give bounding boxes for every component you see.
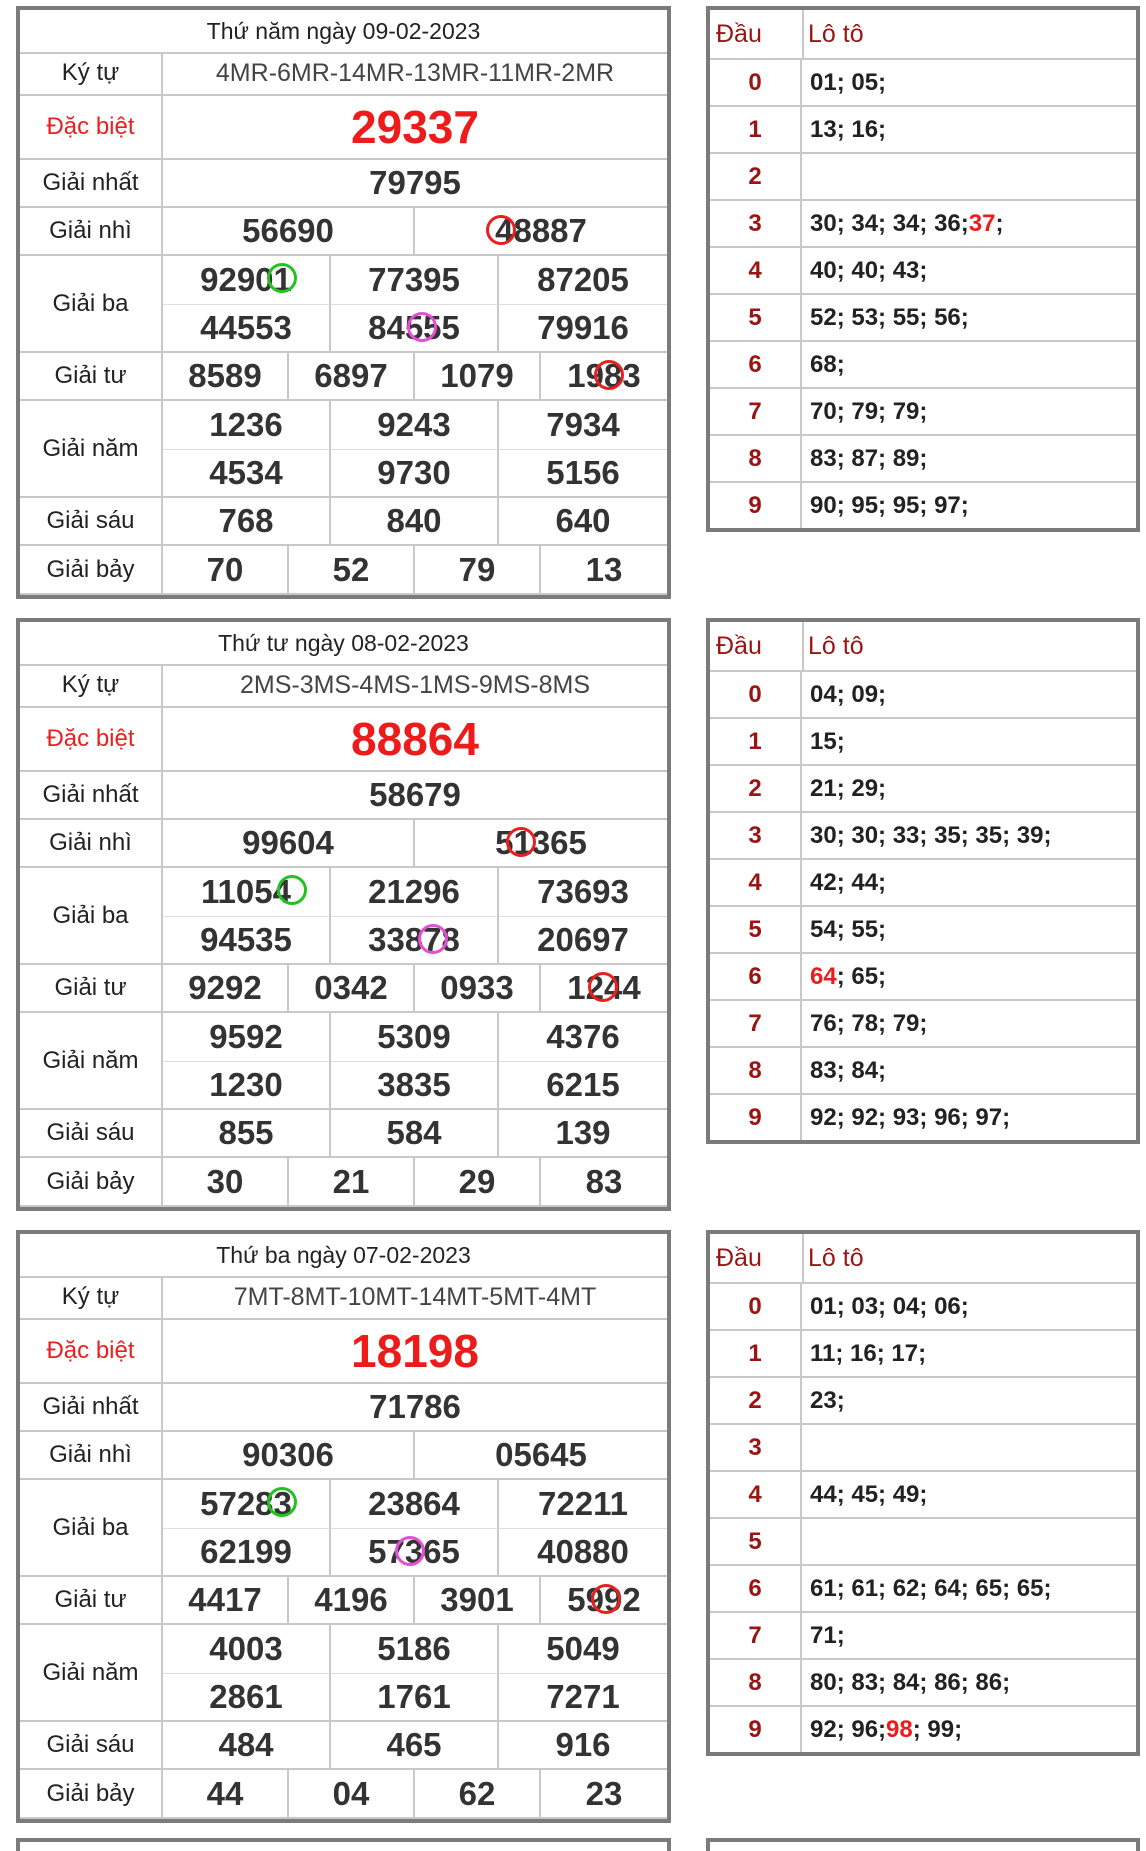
loto-row (710, 248, 1136, 295)
loto-values (810, 1613, 845, 1658)
loto-row (710, 154, 1136, 201)
loto-header (710, 10, 1136, 60)
prize-label-giainhi: Giải nhì (20, 1432, 163, 1480)
prize-number-giainam: 1236 (163, 401, 331, 450)
prize-number-giaisau: 840 (331, 498, 499, 546)
prize-number-giainhi: 99604 (163, 820, 415, 868)
loto-row (710, 436, 1136, 483)
loto-row (710, 1472, 1136, 1519)
loto-row (710, 389, 1136, 436)
prize-number-giaiba: 57365 (331, 1529, 499, 1578)
prize-number-giainam: 6215 (499, 1062, 667, 1111)
prize-number-giaisau: 768 (163, 498, 331, 546)
loto-values (810, 295, 969, 340)
loto-value-text: 80; 83; 84; 86; 86; (810, 1668, 1011, 1696)
prize-label-giaitu: Giải tư (20, 965, 163, 1013)
loto-head-digit: 6 (710, 342, 802, 387)
prize-label-giaisau: Giải sáu (20, 1722, 163, 1770)
loto-head-digit: 9 (710, 1095, 802, 1140)
loto-values (810, 672, 886, 717)
loto-row (710, 907, 1136, 954)
prize-number-giaibay: 13 (541, 546, 667, 595)
loto-head-digit: 1 (710, 1331, 802, 1376)
loto-values (810, 1707, 962, 1752)
loto-row (710, 1519, 1136, 1566)
loto-values (810, 1566, 1051, 1611)
loto-head-digit: 2 (710, 766, 802, 811)
loto-value-text: 92; 92; 93; 96; 97; (810, 1103, 1011, 1131)
day-block (0, 1224, 1146, 1838)
loto-values (810, 248, 927, 293)
loto-value-text: 04; 09; (810, 680, 887, 708)
loto-values (810, 719, 845, 764)
highlight-circle-red (486, 215, 516, 245)
prize-number-giainam: 9730 (331, 450, 499, 499)
prize-number-giaibay: 04 (289, 1770, 415, 1819)
prize-number-giaiba: 77395 (331, 256, 499, 305)
prize-number-giainam: 1230 (163, 1062, 331, 1111)
loto-row (710, 1660, 1136, 1707)
loto-head-digit: 4 (710, 1472, 802, 1517)
loto-value-text: 21; 29; (810, 774, 887, 802)
prize-number-giainam: 3835 (331, 1062, 499, 1111)
loto-special-value: 64 (810, 962, 837, 990)
prize-number-giaibay: 70 (163, 546, 289, 595)
loto-head-digit: 0 (710, 60, 802, 105)
loto-head-digit: 0 (710, 1284, 802, 1329)
prize-number-giainam: 5156 (499, 450, 667, 499)
loto-head-digit: 8 (710, 1048, 802, 1093)
prize-label-giainam: Giải năm (20, 1625, 163, 1722)
prize-number-giaiba: 94535 (163, 917, 331, 966)
loto-value-text: 70; 79; 79; (810, 397, 928, 425)
loto-head-digit: 4 (710, 248, 802, 293)
highlight-circle-pink (395, 1536, 425, 1566)
draw-date-title: Thứ tư ngày 08-02-2023 (20, 622, 667, 666)
loto-head-digit: 3 (710, 813, 802, 858)
prize-number-giaiba: 23864 (331, 1480, 499, 1529)
prize-number-giainhat: 71786 (163, 1384, 667, 1432)
prize-number-giaisau: 139 (499, 1110, 667, 1158)
prize-number-giaiba: 33878 (331, 917, 499, 966)
loto-row (710, 60, 1136, 107)
results-table (16, 1230, 671, 1823)
prize-number-giaitu: 1244 (541, 965, 667, 1013)
loto-value-text: 76; 78; 79; (810, 1009, 928, 1037)
prize-number-giaiba: 62199 (163, 1529, 331, 1578)
loto-head-digit: 5 (710, 295, 802, 340)
loto-values (810, 860, 886, 905)
loto-row (710, 1095, 1136, 1140)
prize-label-giaibay: Giải bảy (20, 1158, 163, 1207)
loto-values (810, 201, 1003, 246)
prize-number-giaibay: 29 (415, 1158, 541, 1207)
prize-label-giaisau: Giải sáu (20, 1110, 163, 1158)
prize-number-giaiba: 79916 (499, 305, 667, 354)
loto-header-dau: Đầu (716, 1244, 762, 1272)
prize-number-giaisau: 855 (163, 1110, 331, 1158)
loto-head-digit: 7 (710, 389, 802, 434)
loto-head-digit: 2 (710, 154, 802, 199)
loto-value-text: ; 99; (912, 1715, 963, 1743)
loto-value-text: ; 65; (836, 962, 887, 990)
prize-number-giainhi: 90306 (163, 1432, 415, 1480)
loto-value-text: 83; 87; 89; (810, 444, 928, 472)
day-block (0, 612, 1146, 1226)
loto-value-text: 01; 05; (810, 68, 887, 96)
loto-head-digit: 8 (710, 1660, 802, 1705)
prize-number-giaitu: 1983 (541, 353, 667, 401)
loto-value-text: 92; 96; (810, 1715, 887, 1743)
loto-value-text: 52; 53; 55; 56; (810, 303, 969, 331)
results-table (16, 618, 671, 1211)
prize-label-giaitu: Giải tư (20, 353, 163, 401)
prize-number-giaibay: 79 (415, 546, 541, 595)
loto-head-digit: 7 (710, 1613, 802, 1658)
draw-date-title: Thứ ba ngày 07-02-2023 (20, 1234, 667, 1278)
loto-row (710, 1001, 1136, 1048)
loto-row (710, 1707, 1136, 1752)
prize-number-giaitu: 8589 (163, 353, 289, 401)
results-table-partial (16, 1838, 671, 1851)
loto-row (710, 1048, 1136, 1095)
prize-number-giaiba: 87205 (499, 256, 667, 305)
loto-values (810, 1284, 969, 1329)
prize-number-giainam: 9592 (163, 1013, 331, 1062)
loto-row (710, 1284, 1136, 1331)
loto-value-text: 13; 16; (810, 115, 887, 143)
loto-values (810, 954, 886, 999)
prize-number-giainam: 7934 (499, 401, 667, 450)
loto-row (710, 860, 1136, 907)
prize-label-giaisau: Giải sáu (20, 498, 163, 546)
prize-number-giaiba: 21296 (331, 868, 499, 917)
prize-number-giaiba: 20697 (499, 917, 667, 966)
prize-label-giaibay: Giải bảy (20, 1770, 163, 1819)
prize-number-giaisau: 584 (331, 1110, 499, 1158)
prize-number-giaitu: 0342 (289, 965, 415, 1013)
loto-row (710, 672, 1136, 719)
prize-number-giainam: 5049 (499, 1625, 667, 1674)
loto-table (706, 6, 1140, 532)
loto-value-text: 90; 95; 95; 97; (810, 491, 969, 519)
loto-values (810, 1660, 1010, 1705)
highlight-circle-pink (418, 924, 448, 954)
loto-header-dau: Đầu (716, 632, 762, 660)
prize-number-giaiba: 73693 (499, 868, 667, 917)
loto-head-digit: 9 (710, 1707, 802, 1752)
loto-value-text: 44; 45; 49; (810, 1480, 928, 1508)
prize-number-giaiba: 92901 (163, 256, 331, 305)
prize-number-giaitu: 3901 (415, 1577, 541, 1625)
prize-number-giainhi: 51365 (415, 820, 667, 868)
loto-value-text: 68; (810, 350, 845, 378)
loto-row (710, 483, 1136, 528)
prize-label-giainhat: Giải nhất (20, 772, 163, 820)
prize-label-giaiba: Giải ba (20, 868, 163, 965)
loto-header-divider (802, 10, 804, 58)
prize-number-giainam: 1761 (331, 1674, 499, 1723)
highlight-circle-pink (407, 312, 437, 342)
draw-date-title: Thứ năm ngày 09-02-2023 (20, 10, 667, 54)
loto-value-text: 71; (810, 1621, 845, 1649)
loto-value-text: 30; 30; 33; 35; 35; 39; (810, 821, 1052, 849)
loto-value-text: 42; 44; (810, 868, 887, 896)
loto-row (710, 295, 1136, 342)
loto-values (810, 107, 886, 152)
prize-label-giainam: Giải năm (20, 1013, 163, 1110)
prize-number-kytu: 2MS-3MS-4MS-1MS-9MS-8MS (163, 664, 667, 708)
loto-header-loto: Lô tô (808, 632, 864, 660)
prize-number-giainhi: 05645 (415, 1432, 667, 1480)
loto-values (810, 1001, 927, 1046)
day-block (0, 0, 1146, 614)
prize-number-giaisau: 916 (499, 1722, 667, 1770)
loto-value-text: 30; 34; 34; 36; (810, 209, 969, 237)
prize-number-giaibay: 23 (541, 1770, 667, 1819)
loto-row (710, 1566, 1136, 1613)
prize-number-giaibay: 30 (163, 1158, 289, 1207)
prize-number-giaiba: 84555 (331, 305, 499, 354)
loto-header (710, 622, 1136, 672)
loto-special-value: 98 (886, 1715, 913, 1743)
loto-special-value: 37 (968, 209, 996, 237)
prize-label-giaitu: Giải tư (20, 1577, 163, 1625)
loto-value-text: 54; 55; (810, 915, 887, 943)
loto-row (710, 1425, 1136, 1472)
prize-number-dacbiet: 29337 (163, 96, 667, 160)
loto-header (710, 1234, 1136, 1284)
loto-head-digit: 2 (710, 1378, 802, 1423)
loto-values (810, 1095, 1010, 1140)
prize-number-giaibay: 83 (541, 1158, 667, 1207)
prize-number-giaisau: 484 (163, 1722, 331, 1770)
loto-table (706, 618, 1140, 1144)
loto-row (710, 201, 1136, 248)
loto-values (810, 342, 845, 387)
prize-label-kytu: Ký tự (20, 1276, 163, 1320)
prize-number-giaisau: 640 (499, 498, 667, 546)
prize-number-giaibay: 44 (163, 1770, 289, 1819)
prize-number-dacbiet: 18198 (163, 1320, 667, 1384)
loto-values (810, 1048, 886, 1093)
loto-value-text: 11; 16; 17; (810, 1339, 927, 1367)
loto-table (706, 1230, 1140, 1756)
loto-value-text: 15; (810, 727, 845, 755)
loto-head-digit: 1 (710, 107, 802, 152)
prize-number-giaibay: 21 (289, 1158, 415, 1207)
prize-label-kytu: Ký tự (20, 52, 163, 96)
prize-number-giaitu: 6897 (289, 353, 415, 401)
prize-number-giaiba: 44553 (163, 305, 331, 354)
loto-head-digit: 3 (710, 1425, 802, 1470)
loto-values (810, 436, 927, 481)
results-table (16, 6, 671, 599)
loto-row (710, 1378, 1136, 1425)
prize-number-giaitu: 4417 (163, 1577, 289, 1625)
loto-values (810, 907, 886, 952)
loto-row (710, 954, 1136, 1001)
loto-head-digit: 0 (710, 672, 802, 717)
loto-value-text: 83; 84; (810, 1056, 887, 1084)
loto-head-digit: 3 (710, 201, 802, 246)
loto-values (810, 813, 1051, 858)
loto-head-digit: 8 (710, 436, 802, 481)
loto-values (810, 60, 886, 105)
prize-label-giaiba: Giải ba (20, 256, 163, 353)
loto-head-digit: 5 (710, 907, 802, 952)
highlight-circle-red (506, 827, 536, 857)
prize-number-giainam: 5186 (331, 1625, 499, 1674)
prize-number-giainhi: 48887 (415, 208, 667, 256)
prize-number-giaitu: 5992 (541, 1577, 667, 1625)
loto-header-divider (802, 622, 804, 670)
loto-value-text: 61; 61; 62; 64; 65; 65; (810, 1574, 1052, 1602)
prize-label-giainam: Giải năm (20, 401, 163, 498)
loto-head-digit: 4 (710, 860, 802, 905)
prize-label-giainhi: Giải nhì (20, 208, 163, 256)
loto-row (710, 342, 1136, 389)
loto-table-partial (706, 1838, 1140, 1851)
prize-number-giaiba: 40880 (499, 1529, 667, 1578)
prize-number-kytu: 7MT-8MT-10MT-14MT-5MT-4MT (163, 1276, 667, 1320)
loto-values (810, 1378, 845, 1423)
prize-label-dacbiet: Đặc biệt (20, 1320, 163, 1384)
prize-number-kytu: 4MR-6MR-14MR-13MR-11MR-2MR (163, 52, 667, 96)
loto-head-digit: 7 (710, 1001, 802, 1046)
prize-number-giainam: 5309 (331, 1013, 499, 1062)
prize-label-dacbiet: Đặc biệt (20, 708, 163, 772)
prize-label-giainhi: Giải nhì (20, 820, 163, 868)
loto-row (710, 719, 1136, 766)
loto-head-digit: 6 (710, 1566, 802, 1611)
loto-header-loto: Lô tô (808, 1244, 864, 1272)
prize-label-dacbiet: Đặc biệt (20, 96, 163, 160)
prize-number-giainam: 4534 (163, 450, 331, 499)
loto-row (710, 1331, 1136, 1378)
prize-number-giaiba: 72211 (499, 1480, 667, 1529)
loto-head-digit: 9 (710, 483, 802, 528)
prize-number-giainam: 9243 (331, 401, 499, 450)
loto-values (810, 483, 969, 528)
loto-head-digit: 6 (710, 954, 802, 999)
prize-label-giainhat: Giải nhất (20, 1384, 163, 1432)
loto-row (710, 1613, 1136, 1660)
prize-number-giainam: 4376 (499, 1013, 667, 1062)
loto-values (810, 766, 886, 811)
loto-head-digit: 5 (710, 1519, 802, 1564)
prize-number-giainhi: 56690 (163, 208, 415, 256)
loto-value-text: 01; 03; 04; 06; (810, 1292, 969, 1320)
prize-number-giainam: 4003 (163, 1625, 331, 1674)
loto-values (810, 389, 927, 434)
prize-number-dacbiet: 88864 (163, 708, 667, 772)
loto-header-dau: Đầu (716, 20, 762, 48)
prize-number-giainhat: 58679 (163, 772, 667, 820)
loto-value-text: ; (995, 209, 1004, 237)
loto-row (710, 107, 1136, 154)
prize-number-giaisau: 465 (331, 1722, 499, 1770)
prize-number-giaibay: 52 (289, 546, 415, 595)
loto-row (710, 766, 1136, 813)
highlight-circle-red (594, 360, 624, 390)
loto-value-text: 23; (810, 1386, 845, 1414)
loto-head-digit: 1 (710, 719, 802, 764)
prize-label-giaiba: Giải ba (20, 1480, 163, 1577)
loto-values (810, 1331, 926, 1376)
prize-number-giaiba: 57283 (163, 1480, 331, 1529)
prize-number-giaibay: 62 (415, 1770, 541, 1819)
loto-values (810, 1472, 927, 1517)
prize-label-giainhat: Giải nhất (20, 160, 163, 208)
prize-label-giaibay: Giải bảy (20, 546, 163, 595)
loto-header-loto: Lô tô (808, 20, 864, 48)
prize-number-giaitu: 4196 (289, 1577, 415, 1625)
prize-number-giaiba: 11054 (163, 868, 331, 917)
prize-number-giainhat: 79795 (163, 160, 667, 208)
loto-value-text: 40; 40; 43; (810, 256, 928, 284)
prize-number-giainam: 2861 (163, 1674, 331, 1723)
prize-number-giaitu: 9292 (163, 965, 289, 1013)
loto-header-divider (802, 1234, 804, 1282)
prize-label-kytu: Ký tự (20, 664, 163, 708)
prize-number-giaitu: 1079 (415, 353, 541, 401)
highlight-circle-red (588, 972, 618, 1002)
loto-row (710, 813, 1136, 860)
prize-number-giaitu: 0933 (415, 965, 541, 1013)
next-day-block-partial (0, 1838, 1146, 1851)
prize-number-giainam: 7271 (499, 1674, 667, 1723)
